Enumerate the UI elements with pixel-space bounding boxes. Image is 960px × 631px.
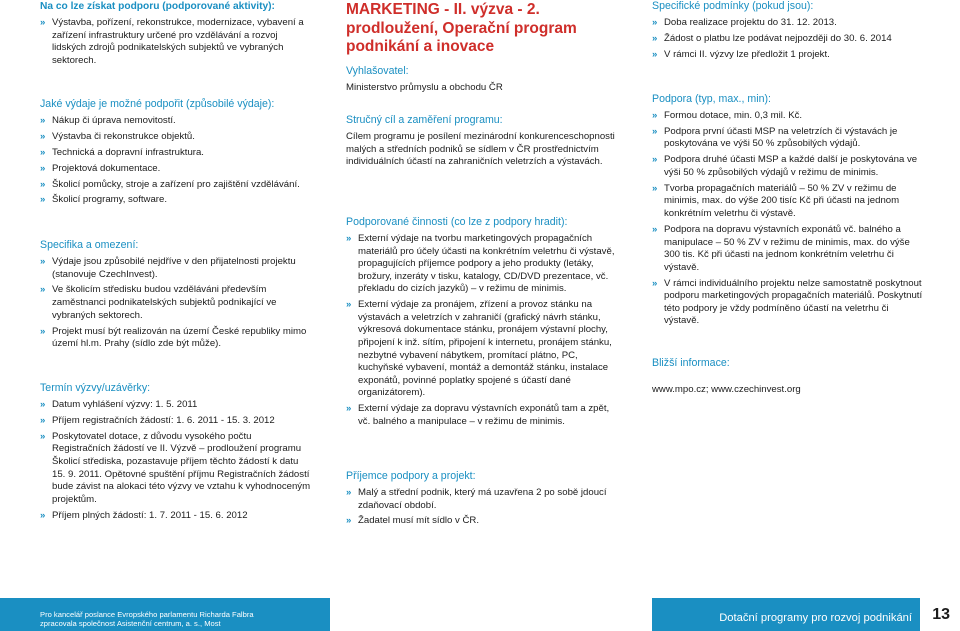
list-item: » Žadatel musí mít sídlo v ČR. [346, 515, 618, 528]
section-heading: Termín výzvy/uzávěrky: [40, 382, 151, 394]
page-number: 13 [932, 606, 950, 623]
bullet-list [346, 233, 618, 429]
support-section [652, 93, 924, 331]
info-links[interactable]: www.mpo.cz; www.czechinvest.org [652, 384, 801, 395]
section-heading: Příjemce podpory a projekt: [346, 470, 476, 482]
list-item: » Formou dotace, min. 0,3 mil. Kč. [652, 110, 924, 123]
list-item: » V rámci II. výzvy lze předložit 1 projekt. [652, 49, 924, 62]
more-info-section [652, 357, 924, 397]
list-item: » Žádost o platbu lze podávat nejpozději do 30. 6. 2014 [652, 33, 924, 46]
list-item: » Datum vyhlášení výzvy: 1. 5. 2011 [40, 399, 312, 412]
list-item: » Technická a dopravní infrastruktura. [40, 147, 312, 160]
list-item: » Malý a střední podnik, který má uzavřena 2 po sobě jdoucí zdaňovací období. [346, 487, 618, 512]
bullet-list [40, 399, 312, 522]
list-item: » Školicí programy, software. [40, 194, 312, 207]
deadlines-section [40, 382, 312, 526]
section-heading: Podpora (typ, max., min): [652, 93, 771, 105]
section-heading: Stručný cíl a zaměření programu: [346, 114, 503, 126]
bullet-list [346, 487, 618, 528]
list-item: » Podpora druhé účasti MSP a každé další je poskytována ve výši 50 % způsobilých výdajů v režimu de minimis. [652, 154, 924, 179]
section-heading: Na co lze získat podporu (podporované aktivity): [40, 1, 275, 12]
eligible-costs-section [40, 98, 312, 210]
section-heading: Bližší informace: [652, 357, 730, 369]
list-item: » Výstavba či rekonstrukce objektů. [40, 131, 312, 144]
bullet-list [652, 110, 924, 328]
list-item: » Externí výdaje za pronájem, zřízení a provoz stánku na výstavách a veletrzích v zahraničí (grafický návrh stánku, výkresová dokumentace stánku, pronájem výstavní plochy, připojení k inž. sítím, připojení k internetu, pronájem stánku, nezbytné vybavení nábytkem, promítací plátno, PC, kuchyňské vybavení, montáž a demontáž stánku, instalace exponátů, povinné poplatky spojené s účastí dané organizátorem). [346, 299, 618, 400]
section-heading: Podporované činnosti (co lze z podpory hradit): [346, 216, 568, 228]
bullet-list [40, 17, 312, 67]
specific-conditions-section [652, 0, 924, 65]
footer-credit [40, 610, 254, 629]
list-item: » Příjem plných žádostí: 1. 7. 2011 - 15. 6. 2012 [40, 510, 312, 523]
section-heading: Specifické podmínky (pokud jsou): [652, 0, 814, 12]
program-aim-section [346, 114, 618, 169]
footer-credit-line: zpracovala společnost Asistenční centrum, a. s., Most [40, 619, 221, 629]
list-item: » Nákup či úprava nemovitostí. [40, 115, 312, 128]
program-header [346, 1, 618, 94]
recipient-section [346, 470, 618, 531]
list-item: » Výstavba, pořízení, rekonstrukce, modernizace, vybavení a zařízení infrastruktury určené pro vzdělávání a rozvoj lidských zdrojů podnikatelských subjektů ve vybraných sektorech. [40, 17, 312, 67]
supported-activities-section [346, 216, 618, 432]
section-heading: Specifika a omezení: [40, 239, 139, 251]
section-heading: Vyhlašovatel: [346, 64, 409, 77]
list-item: » Projekt musí být realizován na území České republiky mimo území hl.m. Prahy (sídlo zde být může). [40, 326, 312, 351]
bullet-list [40, 256, 312, 351]
supported-activities-section [40, 0, 312, 71]
list-item: » Poskytovatel dotace, z důvodu vysokého počtu Registračních žádostí ve II. Výzvě – prodloužení programu Školicí střediska, pozastavuje příjem těchto žádostí k datu 15. 9. 2011. Opětovné spuštění příjmu Registračních žádostí bude závist na alokaci této výzvy ve vztahu k vyhodnoceným projektům. [40, 431, 312, 507]
list-item: » Ve školicím středisku budou vzděláváni především zaměstnanci podnikatelských subjektů podnikající ve vybraných sektorech. [40, 284, 312, 322]
paragraph: Cílem programu je posílení mezinárodní konkurenceschopnosti malých a středních podniků se sídlem v ČR prostřednictvím individuálních účastí na zahraničních veletrzích a výstavách. [346, 131, 615, 168]
list-item: » Projektová dokumentace. [40, 163, 312, 176]
list-item: » Příjem registračních žádostí: 1. 6. 2011 - 15. 3. 2012 [40, 415, 312, 428]
list-item: » Podpora první účasti MSP na veletrzích či výstavách je poskytována ve výši 50 % způsobilých výdajů. [652, 126, 924, 151]
list-item: » Podpora na dopravu výstavních exponátů vč. balného a manipulace – 50 % ZV v režimu de minimis, max. do výše 300 tis. Kč při účasti na jednom konkrétním veletrhu či výstavě. [652, 224, 924, 274]
list-item: » Tvorba propagačních materiálů – 50 % ZV v režimu de minimis, max. do výše 200 tisíc Kč při účasti na jednom konkrétním veletrhu či výstavě. [652, 183, 924, 221]
announcer-text: Ministerstvo průmyslu a obchodu ČR [346, 81, 503, 93]
footer-title: Dotační programy pro rozvoj podnikání [719, 612, 912, 624]
bullet-list [652, 17, 924, 61]
list-item: » Externí výdaje na tvorbu marketingových propagačních materiálů pro účely účasti na konkrétním veletrhu či výstavě, propagujících příjemce podpory a jeho produkty (letáky, brožury, inzeráty v tisku, katalogy, CD/DVD prezentace, vč. překladu do cizích jazyků) – v režimu de minimis. [346, 233, 618, 296]
list-item: » Školicí pomůcky, stroje a zařízení pro zajištění vzdělávání. [40, 179, 312, 192]
list-item: » Doba realizace projektu do 31. 12. 2013. [652, 17, 924, 30]
footer-credit-line: Pro kancelář poslance Evropského parlamentu Richarda Falbra [40, 610, 254, 619]
page-title: MARKETING - II. výzva - 2. prodloužení, Operační program podnikání a inovace [346, 1, 577, 55]
list-item: » Výdaje jsou způsobilé nejdříve v den přijatelnosti projektu (stanovuje CzechInvest). [40, 256, 312, 281]
section-heading: Jaké výdaje je možné podpořit (způsobilé výdaje): [40, 98, 275, 110]
restrictions-section [40, 239, 312, 354]
bullet-list [40, 115, 312, 207]
list-item: » V rámci individuálního projektu nelze samostatně poskytnout podporu marketingových propagačních materiálů. Poskytnutí této podpory je vždy podmíněno účastí na veletrhu či výstavě. [652, 278, 924, 328]
list-item: » Externí výdaje za dopravu výstavních exponátů tam a zpět, vč. balného a manipulace – v režimu de minimis. [346, 403, 618, 428]
